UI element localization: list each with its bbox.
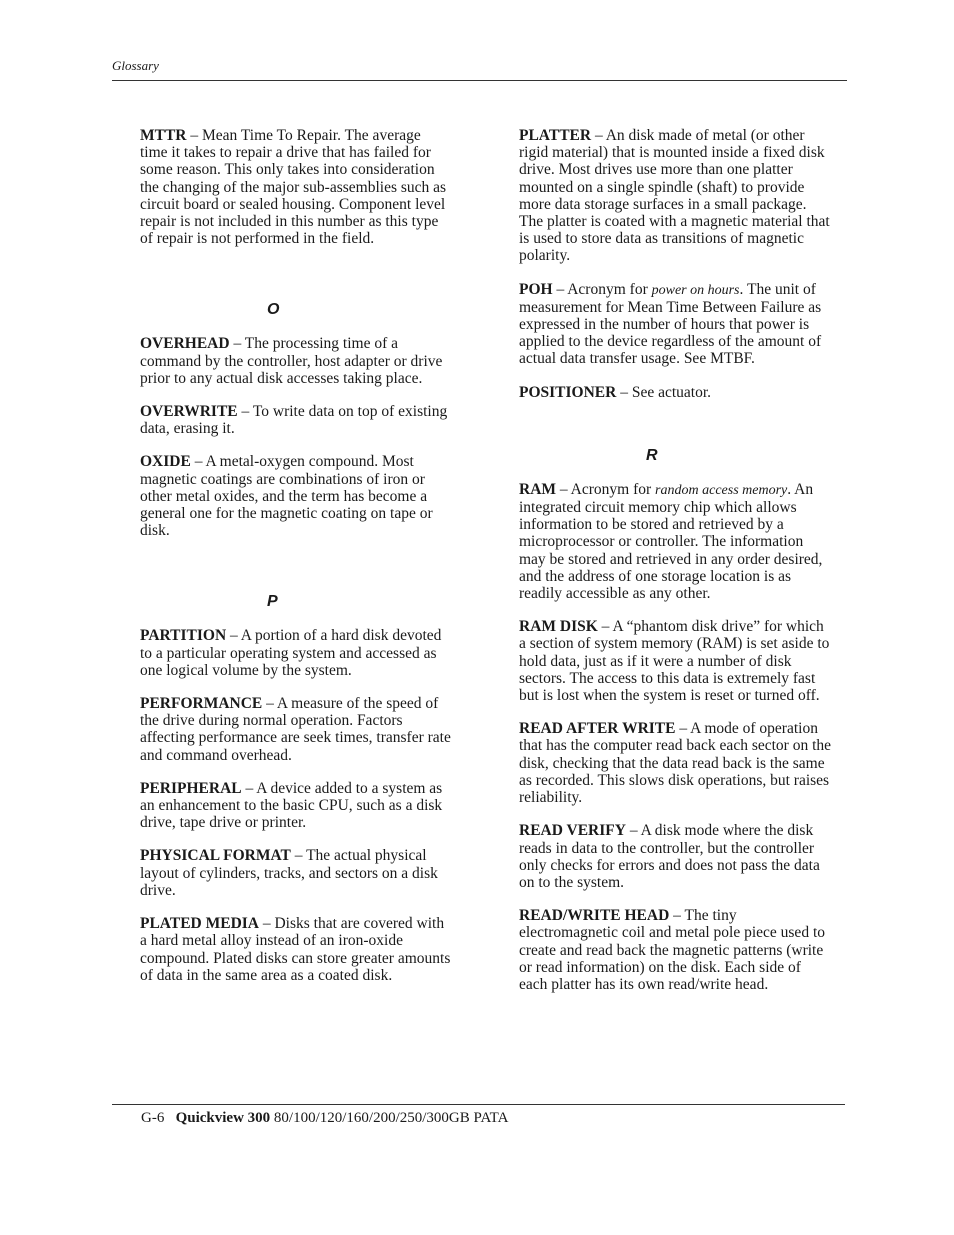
glossary-entry-plated-media — [140, 915, 452, 984]
footer-divider — [112, 1104, 845, 1105]
entry-definition: – A mode of operation that has the computer read back each sector on the disk, checking that the data read back is the same as recorded. This slows disk operations, but raises reliability. — [519, 720, 832, 807]
entry-term: PLATTER — [519, 127, 592, 144]
entry-term: PERIPHERAL — [140, 779, 242, 797]
entry-definition: – The processing time of a command by the controller, host adapter or drive prior to any actual disk accesses taking place. — [140, 335, 443, 387]
entry-definition: – The tiny electromagnetic coil and metal pole piece used to create and read back the magnetic patterns (write or read information) on the disk. Each side of each platter has its own read/write head. — [519, 907, 825, 993]
entry-term: POH — [519, 280, 553, 298]
right-column — [519, 127, 831, 1009]
entry-definition: – The actual physical layout of cylinders, tracks, and sectors on a disk drive. — [140, 847, 438, 899]
entry-term: PARTITION — [140, 627, 227, 645]
entry-definition-prefix: – Acronym for — [552, 280, 652, 298]
entry-term: PHYSICAL FORMAT — [140, 847, 291, 865]
entry-term: PLATED MEDIA — [140, 915, 259, 933]
entry-definition-prefix: – Acronym for — [556, 480, 656, 498]
product-detail: 80/100/120/160/200/250/300GB PATA — [273, 1110, 509, 1126]
entry-definition: . An integrated circuit memory chip which allows information to be stored and retrieved by a microprocessor or controller. The information may be stored and retrieved in any order desired, and the address of one storage location is as readily accessible as any other. — [519, 480, 823, 603]
entry-definition: – A measure of the speed of the drive during normal operation. Factors affecting performance are seek times, transfer rate and command overhead. — [140, 695, 451, 764]
entry-definition: – A disk mode where the disk reads in data to the controller, but the controller only checks for errors and does not pass the data on to the system. — [519, 822, 820, 891]
section-heading-o: O — [267, 301, 280, 319]
glossary-entry-ram-disk — [519, 618, 831, 704]
entry-term: MTTR — [140, 127, 187, 144]
glossary-entry-read-after-write — [519, 720, 831, 806]
glossary-entry-read-write-head — [519, 907, 831, 993]
entry-term: RAM — [519, 480, 557, 498]
entry-definition: – Disks that are covered with a hard metal alloy instead of an iron-oxide compound. Plated disks can store greater amounts of data in the same area as a coated disk. — [140, 915, 451, 984]
left-column — [140, 127, 452, 1000]
entry-definition: – A device added to a system as an enhancement to the basic CPU, such as a disk drive, tape drive or printer. — [140, 779, 443, 832]
entry-definition: – To write data on top of existing data, erasing it. — [140, 403, 448, 438]
entry-italic-phrase: random access memory — [655, 482, 788, 498]
glossary-entry-oxide — [140, 453, 452, 539]
entry-definition: – A metal-oxygen compound. Most magnetic coatings are combinations of iron or other metal oxides, and the term has become a general one for the magnetic coating on tape or disk. — [140, 453, 433, 540]
glossary-entry-positioner — [519, 384, 831, 401]
glossary-entry-overhead — [140, 335, 452, 387]
glossary-entry-performance — [140, 695, 452, 764]
entry-term: RAM DISK — [519, 618, 598, 636]
entry-definition: – An disk made of metal (or other rigid material) that is mounted inside a fixed disk drive. Most drives use more than one platter mounted on a single spindle (shaft) to provide more data storage surfaces in a small package. The platter is coated with a magnetic material that is used to store data as transitions of magnetic polarity. — [519, 127, 830, 265]
glossary-entry-platter — [519, 127, 831, 265]
entry-term: READ AFTER WRITE — [519, 720, 676, 738]
glossary-entry-peripheral — [140, 780, 452, 832]
entry-term: READ/WRITE HEAD — [519, 907, 670, 925]
section-heading-p: P — [267, 593, 278, 611]
glossary-entry-overwrite — [140, 403, 452, 437]
section-heading-r: R — [646, 446, 658, 464]
glossary-entry-partition — [140, 627, 452, 679]
entry-term: OVERHEAD — [140, 335, 230, 353]
glossary-entry-ram — [519, 481, 831, 602]
glossary-entry-mttr — [140, 127, 452, 247]
entry-term: PERFORMANCE — [140, 695, 263, 713]
entry-term: OXIDE — [140, 453, 191, 471]
page-footer — [141, 1110, 508, 1127]
entry-definition: – Mean Time To Repair. The average time it takes to repair a drive that has failed for some reason. This only takes into consideration the changing of the major sub-assemblies such as circuit board or sealed housing. Component level repair is not included in this number as this type of repair is not performed in the field. — [140, 127, 447, 248]
page-number: G-6 — [141, 1110, 165, 1126]
glossary-entry-physical-format — [140, 847, 452, 899]
entry-definition: – A “phantom disk drive” for which a section of system memory (RAM) is set aside to hold data, just as if it were a number of disk sectors. The access to this data is extremely fast but is lost when the system is reset or turned off. — [519, 618, 830, 705]
entry-definition: – See actuator. — [616, 383, 712, 401]
page-header — [112, 58, 847, 81]
product-name: Quickview 300 — [175, 1110, 271, 1126]
entry-italic-phrase: power on hours — [651, 282, 740, 298]
entry-definition: – A portion of a hard disk devoted to a particular operating system and accessed as one logical volume by the system. — [140, 627, 442, 679]
entry-term: POSITIONER — [519, 383, 617, 401]
header-title: Glossary — [112, 58, 159, 73]
glossary-entry-read-verify — [519, 822, 831, 891]
glossary-entry-poh — [519, 281, 831, 368]
entry-term: OVERWRITE — [140, 403, 238, 421]
entry-term: READ VERIFY — [519, 822, 626, 840]
entry-definition: . The unit of measurement for Mean Time Between Failure as expressed in the number of hours that power is applied to the device regardless of the amount of actual data transfer usage. See MTBF. — [519, 280, 822, 368]
